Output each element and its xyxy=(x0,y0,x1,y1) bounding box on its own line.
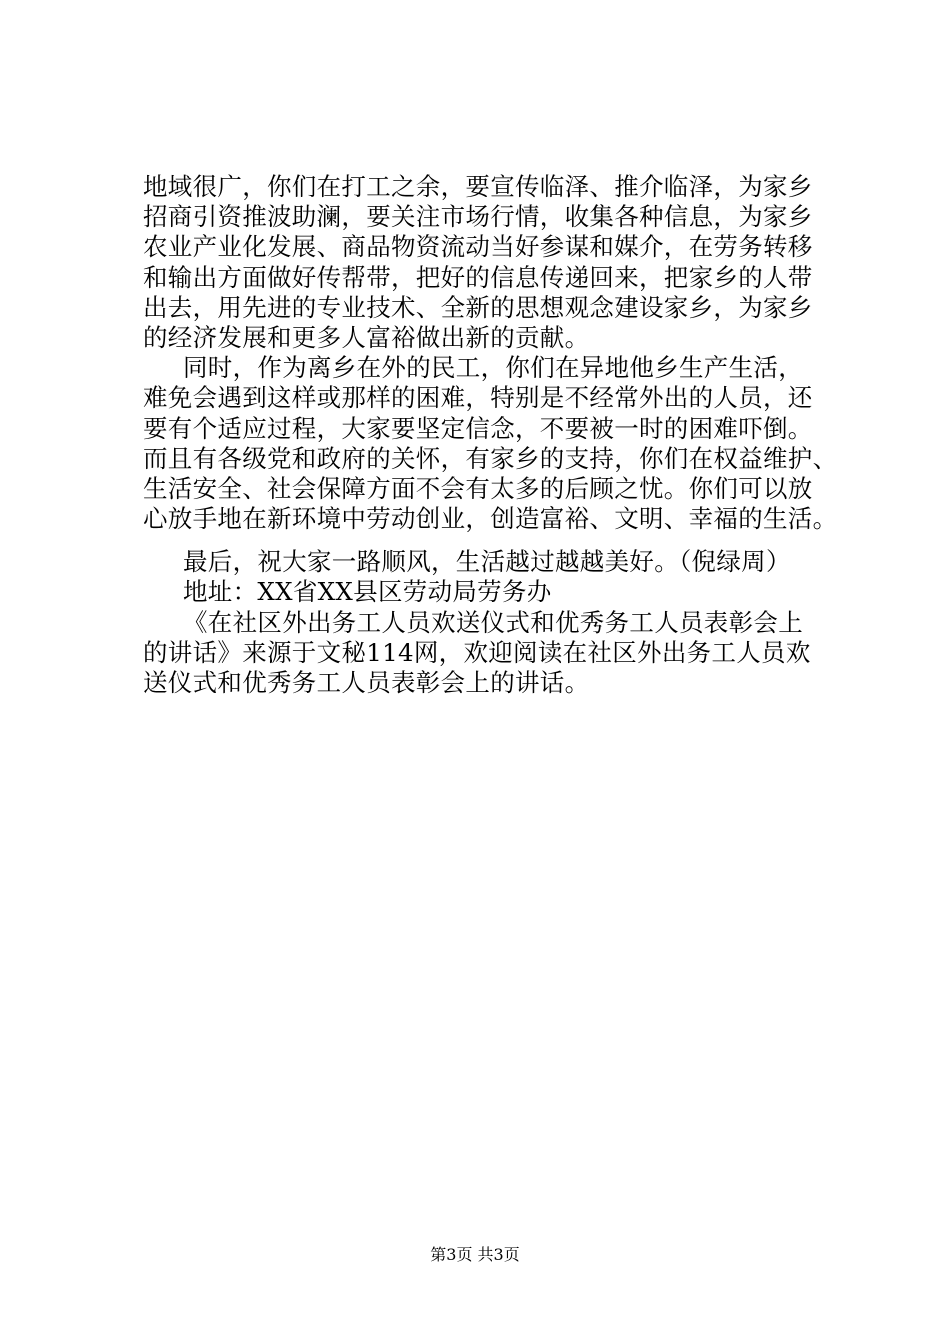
document-body xyxy=(143,172,863,698)
paragraph-line: 的经济发展和更多人富裕做出新的贡献。 xyxy=(143,322,590,352)
paragraph-line: 心放手地在新环境中劳动创业，创造富裕、文明、幸福的生活。 xyxy=(143,504,838,534)
source-note xyxy=(143,608,863,699)
source-note-line: 的讲话》来源于文秘114网，欢迎阅读在社区外出务工人员欢 xyxy=(143,637,811,667)
paragraph-line: 招商引资推波助澜，要关注市场行情，收集各种信息，为家乡 xyxy=(143,202,813,232)
paragraph-line: 农业产业化发展、商品物资流动当好参谋和媒介，在劳务转移 xyxy=(143,232,813,262)
page-number: 第3页 共3页 xyxy=(430,1245,520,1264)
closing-line: 最后，祝大家一路顺风，生活越过越越美好。（倪绿周） xyxy=(183,547,791,577)
paragraph-line: 难免会遇到这样或那样的困难，特别是不经常外出的人员，还 xyxy=(143,383,813,413)
paragraph-line: 和输出方面做好传帮带，把好的信息传递回来，把家乡的人带 xyxy=(143,262,813,292)
paragraph-line: 同时，作为离乡在外的民工，你们在异地他乡生产生活， xyxy=(183,353,803,383)
paragraph-line: 地域很广，你们在打工之余，要宣传临泽、推介临泽，为家乡 xyxy=(143,172,813,201)
paragraph-line: 出去，用先进的专业技术、全新的思想观念建设家乡，为家乡 xyxy=(143,292,813,322)
paragraph-line: 要有个适应过程，大家要坚定信念，不要被一时的困难吓倒。 xyxy=(143,413,813,443)
paragraph-line: 生活安全、社会保障方面不会有太多的后顾之忧。你们可以放 xyxy=(143,473,813,503)
page-footer xyxy=(0,1245,950,1265)
address-line: 地址：XX省XX县区劳动局劳务办 xyxy=(183,577,552,607)
source-note-line: 送仪式和优秀务工人员表彰会上的讲话。 xyxy=(143,668,590,697)
paragraph-1 xyxy=(143,172,863,353)
source-note-line: 《在社区外出务工人员欢送仪式和优秀务工人员表彰会上 xyxy=(183,607,803,637)
paragraph-2 xyxy=(143,353,863,534)
paragraph-line: 而且有各级党和政府的关怀，有家乡的支持，你们在权益维护、 xyxy=(143,443,838,473)
paragraph-spacer xyxy=(143,534,863,547)
